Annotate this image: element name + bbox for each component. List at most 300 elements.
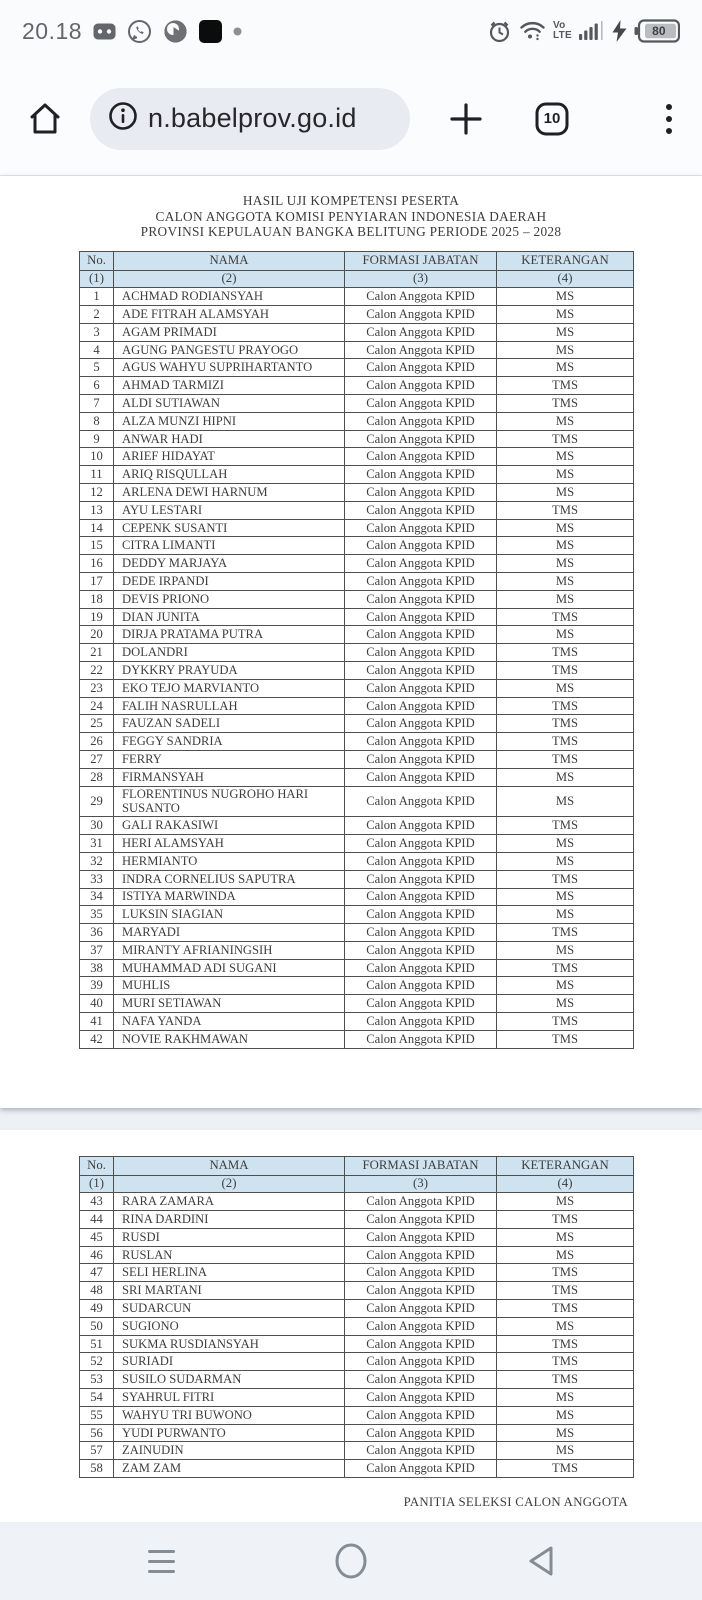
- cell-no: 54: [80, 1388, 114, 1406]
- table-row: [80, 359, 634, 377]
- cell-formasi: Calon Anggota KPID: [345, 977, 497, 995]
- new-tab-button[interactable]: [446, 99, 486, 139]
- table-row: [80, 484, 634, 502]
- cell-keterangan: TMS: [497, 924, 634, 942]
- table-row: [80, 288, 634, 306]
- cell-nama: DEDE IRPANDI: [114, 573, 345, 591]
- tab-switcher-button[interactable]: [534, 101, 570, 137]
- cell-keterangan: MS: [497, 288, 634, 306]
- cell-nama: AGUS WAHYU SUPRIHARTANTO: [114, 359, 345, 377]
- cell-no: 11: [80, 466, 114, 484]
- cell-no: 27: [80, 751, 114, 769]
- cell-no: 56: [80, 1424, 114, 1442]
- cell-nama: DEVIS PRIONO: [114, 590, 345, 608]
- cell-nama: ALZA MUNZI HIPNI: [114, 412, 345, 430]
- cell-formasi: Calon Anggota KPID: [345, 679, 497, 697]
- home-nav-button[interactable]: [329, 1539, 373, 1583]
- cell-formasi: Calon Anggota KPID: [345, 768, 497, 786]
- cell-formasi: Calon Anggota KPID: [345, 995, 497, 1013]
- subheader-3: (3): [345, 270, 497, 288]
- cell-no: 58: [80, 1460, 114, 1478]
- cell-keterangan: TMS: [497, 751, 634, 769]
- table-row: [80, 1460, 634, 1478]
- cell-nama: ADE FITRAH ALAMSYAH: [114, 306, 345, 324]
- cell-nama: LUKSIN SIAGIAN: [114, 906, 345, 924]
- volte-indicator: [553, 21, 572, 41]
- cell-nama: ACHMAD RODIANSYAH: [114, 288, 345, 306]
- cell-formasi: Calon Anggota KPID: [345, 608, 497, 626]
- cell-keterangan: TMS: [497, 1013, 634, 1031]
- cell-no: 14: [80, 519, 114, 537]
- cell-formasi: Calon Anggota KPID: [345, 359, 497, 377]
- table-row: [80, 906, 634, 924]
- url-text: n.babelprov.go.id: [148, 103, 357, 133]
- cell-keterangan: MS: [497, 519, 634, 537]
- cell-formasi: Calon Anggota KPID: [345, 626, 497, 644]
- cell-formasi: Calon Anggota KPID: [345, 519, 497, 537]
- cell-no: 10: [80, 448, 114, 466]
- battery-icon: [634, 19, 680, 43]
- cell-keterangan: TMS: [497, 644, 634, 662]
- cell-nama: MIRANTY AFRIANINGSIH: [114, 941, 345, 959]
- cell-nama: DOLANDRI: [114, 644, 345, 662]
- table-row: [80, 1371, 634, 1389]
- results-table-page-1: [79, 251, 634, 1049]
- table-row: [80, 608, 634, 626]
- cell-no: 5: [80, 359, 114, 377]
- table-row: [80, 768, 634, 786]
- header-no: No.: [80, 251, 114, 270]
- cell-no: 19: [80, 608, 114, 626]
- table-subheader-row: [80, 1175, 634, 1193]
- cell-keterangan: TMS: [497, 733, 634, 751]
- cell-no: 53: [80, 1371, 114, 1389]
- cell-formasi: Calon Anggota KPID: [345, 644, 497, 662]
- home-button[interactable]: [26, 100, 64, 138]
- table-row: [80, 1424, 634, 1442]
- cell-keterangan: MS: [497, 941, 634, 959]
- cell-nama: SUKMA RUSDIANSYAH: [114, 1335, 345, 1353]
- cell-keterangan: MS: [497, 341, 634, 359]
- cell-nama: NOVIE RAKHMAWAN: [114, 1030, 345, 1048]
- cell-nama: DEDDY MARJAYA: [114, 555, 345, 573]
- cell-formasi: Calon Anggota KPID: [345, 377, 497, 395]
- cell-no: 28: [80, 768, 114, 786]
- cell-nama: FALIH NASRULLAH: [114, 697, 345, 715]
- cell-nama: DYKKRY PRAYUDA: [114, 662, 345, 680]
- document-page-2: [0, 1130, 702, 1510]
- cell-formasi: Calon Anggota KPID: [345, 448, 497, 466]
- cell-nama: AHMAD TARMIZI: [114, 377, 345, 395]
- title-line-3: PROVINSI KEPULAUAN BANGKA BELITUNG PERIODE 2025 – 2028: [140, 224, 562, 240]
- cell-formasi: Calon Anggota KPID: [345, 1371, 497, 1389]
- cell-no: 31: [80, 835, 114, 853]
- cell-formasi: Calon Anggota KPID: [345, 959, 497, 977]
- table-row: [80, 555, 634, 573]
- cell-no: 24: [80, 697, 114, 715]
- cell-no: 18: [80, 590, 114, 608]
- wifi-icon: [519, 19, 546, 43]
- cell-keterangan: MS: [497, 1228, 634, 1246]
- cell-no: 6: [80, 377, 114, 395]
- cell-nama: RINA DARDINI: [114, 1210, 345, 1228]
- table-row: [80, 733, 634, 751]
- table-row: [80, 341, 634, 359]
- cell-keterangan: MS: [497, 466, 634, 484]
- title-line-1: HASIL UJI KOMPETENSI PESERTA: [242, 193, 460, 208]
- cell-formasi: Calon Anggota KPID: [345, 786, 497, 817]
- cell-formasi: Calon Anggota KPID: [345, 1282, 497, 1300]
- cell-keterangan: MS: [497, 1388, 634, 1406]
- cell-formasi: Calon Anggota KPID: [345, 555, 497, 573]
- header-keterangan: KETERANGAN: [497, 1156, 634, 1175]
- cell-formasi: Calon Anggota KPID: [345, 412, 497, 430]
- table-header-row: [80, 1156, 634, 1175]
- document-page-1: [0, 176, 702, 1108]
- cell-nama: SUGIONO: [114, 1317, 345, 1335]
- table-row: [80, 590, 634, 608]
- cell-formasi: Calon Anggota KPID: [345, 751, 497, 769]
- cell-nama: WAHYU TRI BUWONO: [114, 1406, 345, 1424]
- cell-no: 4: [80, 341, 114, 359]
- table-row: [80, 395, 634, 413]
- cell-formasi: Calon Anggota KPID: [345, 1210, 497, 1228]
- cell-no: 7: [80, 395, 114, 413]
- cell-nama: SYAHRUL FITRI: [114, 1388, 345, 1406]
- cell-formasi: Calon Anggota KPID: [345, 1353, 497, 1371]
- cell-nama: ZAINUDIN: [114, 1442, 345, 1460]
- cell-nama: AGUNG PANGESTU PRAYOGO: [114, 341, 345, 359]
- subheader-2: (2): [114, 1175, 345, 1193]
- header-no: No.: [80, 1156, 114, 1175]
- cell-keterangan: MS: [497, 679, 634, 697]
- cell-nama: AYU LESTARI: [114, 501, 345, 519]
- cell-nama: DIAN JUNITA: [114, 608, 345, 626]
- cell-no: 17: [80, 573, 114, 591]
- cell-keterangan: MS: [497, 590, 634, 608]
- signal-strength-icon: [579, 21, 605, 41]
- tab-count-label: 10: [543, 110, 561, 127]
- table-row: [80, 448, 634, 466]
- cell-keterangan: MS: [497, 786, 634, 817]
- cell-no: 20: [80, 626, 114, 644]
- cell-formasi: Calon Anggota KPID: [345, 430, 497, 448]
- cell-no: 44: [80, 1210, 114, 1228]
- table-row: [80, 519, 634, 537]
- app-square-notification-icon: [199, 20, 222, 43]
- cell-formasi: Calon Anggota KPID: [345, 501, 497, 519]
- table-row: [80, 995, 634, 1013]
- cell-no: 29: [80, 786, 114, 817]
- cell-nama: ALDI SUTIAWAN: [114, 395, 345, 413]
- cell-no: 32: [80, 852, 114, 870]
- table-row: [80, 573, 634, 591]
- table-row: [80, 697, 634, 715]
- cell-no: 55: [80, 1406, 114, 1424]
- cell-formasi: Calon Anggota KPID: [345, 1317, 497, 1335]
- table-row: [80, 1335, 634, 1353]
- subheader-1: (1): [80, 1175, 114, 1193]
- cell-formasi: Calon Anggota KPID: [345, 466, 497, 484]
- cell-nama: HERI ALAMSYAH: [114, 835, 345, 853]
- table-row: [80, 924, 634, 942]
- cell-keterangan: MS: [497, 537, 634, 555]
- cell-keterangan: TMS: [497, 959, 634, 977]
- header-nama: NAMA: [114, 251, 345, 270]
- cell-formasi: Calon Anggota KPID: [345, 1424, 497, 1442]
- subheader-1: (1): [80, 270, 114, 288]
- gamepad-notification-icon: [93, 23, 116, 40]
- media-player-notification-icon: [163, 19, 188, 44]
- cell-nama: RUSDI: [114, 1228, 345, 1246]
- cell-no: 45: [80, 1228, 114, 1246]
- table-row: [80, 959, 634, 977]
- header-nama: NAMA: [114, 1156, 345, 1175]
- cell-nama: MARYADI: [114, 924, 345, 942]
- cell-formasi: Calon Anggota KPID: [345, 817, 497, 835]
- volte-bottom-label: LTE: [552, 30, 572, 41]
- table-row: [80, 1317, 634, 1335]
- cell-formasi: Calon Anggota KPID: [345, 1030, 497, 1048]
- more-notifications-dot: [233, 27, 242, 36]
- cell-formasi: Calon Anggota KPID: [345, 1228, 497, 1246]
- committee-signature-text: PANITIA SELEKSI CALON ANGGOTA: [403, 1494, 628, 1509]
- cell-nama: SRI MARTANI: [114, 1282, 345, 1300]
- cell-nama: ARIQ RISQULLAH: [114, 466, 345, 484]
- alarm-clock-icon: [487, 19, 512, 44]
- cell-no: 3: [80, 323, 114, 341]
- table-row: [80, 751, 634, 769]
- cell-nama: HERMIANTO: [114, 852, 345, 870]
- browser-menu-button[interactable]: [662, 100, 676, 138]
- cell-no: 51: [80, 1335, 114, 1353]
- cell-no: 22: [80, 662, 114, 680]
- table-row: [80, 888, 634, 906]
- cell-no: 42: [80, 1030, 114, 1048]
- cell-nama: FAUZAN SADELI: [114, 715, 345, 733]
- cell-formasi: Calon Anggota KPID: [345, 835, 497, 853]
- cell-no: 43: [80, 1193, 114, 1211]
- cell-nama: ZAM ZAM: [114, 1460, 345, 1478]
- cell-nama: AGAM PRIMADI: [114, 323, 345, 341]
- volte-top-label: Vo: [552, 20, 566, 31]
- cell-formasi: Calon Anggota KPID: [345, 733, 497, 751]
- cell-nama: SURIADI: [114, 1353, 345, 1371]
- cell-no: 50: [80, 1317, 114, 1335]
- table-row: [80, 1282, 634, 1300]
- header-formasi-jabatan: FORMASI JABATAN: [345, 1156, 497, 1175]
- cell-formasi: Calon Anggota KPID: [345, 1264, 497, 1282]
- cell-formasi: Calon Anggota KPID: [345, 1246, 497, 1264]
- site-info-icon[interactable]: [108, 101, 138, 136]
- table-row: [80, 1264, 634, 1282]
- table-row: [80, 1442, 634, 1460]
- cell-formasi: Calon Anggota KPID: [345, 906, 497, 924]
- table-subheader-row: [80, 270, 634, 288]
- table-row: [80, 1193, 634, 1211]
- table-row: [80, 466, 634, 484]
- cell-nama: MUHLIS: [114, 977, 345, 995]
- cell-no: 34: [80, 888, 114, 906]
- cell-formasi: Calon Anggota KPID: [345, 537, 497, 555]
- cell-formasi: Calon Anggota KPID: [345, 924, 497, 942]
- cell-formasi: Calon Anggota KPID: [345, 306, 497, 324]
- document-title: [0, 193, 702, 240]
- cell-keterangan: MS: [497, 906, 634, 924]
- cell-formasi: Calon Anggota KPID: [345, 1460, 497, 1478]
- cell-keterangan: TMS: [497, 1460, 634, 1478]
- cell-keterangan: MS: [497, 1317, 634, 1335]
- cell-formasi: Calon Anggota KPID: [345, 870, 497, 888]
- cell-nama: YUDI PURWANTO: [114, 1424, 345, 1442]
- cell-keterangan: MS: [497, 995, 634, 1013]
- cell-no: 52: [80, 1353, 114, 1371]
- cell-no: 16: [80, 555, 114, 573]
- recents-lines-icon: [148, 1550, 175, 1573]
- header-keterangan: KETERANGAN: [497, 251, 634, 270]
- cell-nama: SUSILO SUDARMAN: [114, 1371, 345, 1389]
- header-formasi-jabatan: FORMASI JABATAN: [345, 251, 497, 270]
- cell-keterangan: TMS: [497, 1335, 634, 1353]
- cell-nama: ISTIYA MARWINDA: [114, 888, 345, 906]
- address-bar[interactable]: [90, 88, 410, 150]
- cell-formasi: Calon Anggota KPID: [345, 697, 497, 715]
- cell-keterangan: MS: [497, 768, 634, 786]
- cell-no: 57: [80, 1442, 114, 1460]
- table-row: [80, 941, 634, 959]
- cell-nama: FERRY: [114, 751, 345, 769]
- cell-keterangan: TMS: [497, 1264, 634, 1282]
- table-row: [80, 306, 634, 324]
- cell-keterangan: TMS: [497, 377, 634, 395]
- cell-no: 35: [80, 906, 114, 924]
- subheader-3: (3): [345, 1175, 497, 1193]
- browser-toolbar: [0, 62, 702, 176]
- whatsapp-notification-icon: [127, 19, 152, 44]
- subheader-4: (4): [497, 270, 634, 288]
- page-break-gap: [0, 1108, 702, 1130]
- table-row: [80, 817, 634, 835]
- cell-no: 38: [80, 959, 114, 977]
- table-row: [80, 1228, 634, 1246]
- cell-no: 37: [80, 941, 114, 959]
- cell-nama: MUHAMMAD ADI SUGANI: [114, 959, 345, 977]
- cell-keterangan: MS: [497, 1246, 634, 1264]
- cell-formasi: Calon Anggota KPID: [345, 288, 497, 306]
- table-row: [80, 1406, 634, 1424]
- cell-formasi: Calon Anggota KPID: [345, 941, 497, 959]
- cell-nama: MURI SETIAWAN: [114, 995, 345, 1013]
- table-row: [80, 1353, 634, 1371]
- cell-keterangan: TMS: [497, 817, 634, 835]
- table-row: [80, 430, 634, 448]
- cell-nama: ARLENA DEWI HARNUM: [114, 484, 345, 502]
- cell-no: 25: [80, 715, 114, 733]
- cell-keterangan: TMS: [497, 1282, 634, 1300]
- back-triangle-icon: [526, 1544, 556, 1578]
- cell-keterangan: TMS: [497, 395, 634, 413]
- cell-no: 8: [80, 412, 114, 430]
- cell-nama: SELI HERLINA: [114, 1264, 345, 1282]
- table-row: [80, 977, 634, 995]
- cell-nama: INDRA CORNELIUS SAPUTRA: [114, 870, 345, 888]
- table-row: [80, 1246, 634, 1264]
- cell-formasi: Calon Anggota KPID: [345, 395, 497, 413]
- cell-keterangan: TMS: [497, 1299, 634, 1317]
- cell-keterangan: TMS: [497, 608, 634, 626]
- cell-keterangan: MS: [497, 1424, 634, 1442]
- cell-keterangan: MS: [497, 573, 634, 591]
- cell-keterangan: MS: [497, 835, 634, 853]
- cell-keterangan: MS: [497, 852, 634, 870]
- table-header-row: [80, 251, 634, 270]
- home-circle-icon: [334, 1542, 368, 1580]
- cell-no: 33: [80, 870, 114, 888]
- cell-no: 26: [80, 733, 114, 751]
- table-row: [80, 412, 634, 430]
- cell-formasi: Calon Anggota KPID: [345, 590, 497, 608]
- table-row: [80, 644, 634, 662]
- table-row: [80, 323, 634, 341]
- cell-no: 23: [80, 679, 114, 697]
- back-button[interactable]: [519, 1539, 563, 1583]
- battery-percent-label: 80: [652, 24, 666, 38]
- cell-nama: RUSLAN: [114, 1246, 345, 1264]
- table-row: [80, 537, 634, 555]
- cell-keterangan: MS: [497, 323, 634, 341]
- cell-formasi: Calon Anggota KPID: [345, 852, 497, 870]
- recents-button[interactable]: [139, 1539, 183, 1583]
- cell-keterangan: MS: [497, 977, 634, 995]
- table-row: [80, 835, 634, 853]
- results-table-page-2: [79, 1156, 634, 1478]
- cell-no: 46: [80, 1246, 114, 1264]
- cell-no: 12: [80, 484, 114, 502]
- table-row: [80, 1388, 634, 1406]
- cell-keterangan: MS: [497, 888, 634, 906]
- table-row: [80, 662, 634, 680]
- cell-no: 9: [80, 430, 114, 448]
- table-row: [80, 852, 634, 870]
- cell-keterangan: MS: [497, 359, 634, 377]
- cell-nama: ARIEF HIDAYAT: [114, 448, 345, 466]
- clock-time: 20.18: [22, 17, 83, 44]
- cell-keterangan: MS: [497, 306, 634, 324]
- cell-keterangan: MS: [497, 484, 634, 502]
- cell-nama: RARA ZAMARA: [114, 1193, 345, 1211]
- cell-formasi: Calon Anggota KPID: [345, 1442, 497, 1460]
- status-bar: [0, 0, 702, 62]
- cell-no: 15: [80, 537, 114, 555]
- cell-keterangan: TMS: [497, 430, 634, 448]
- cell-formasi: Calon Anggota KPID: [345, 1299, 497, 1317]
- cell-formasi: Calon Anggota KPID: [345, 1193, 497, 1211]
- cell-no: 30: [80, 817, 114, 835]
- cell-no: 1: [80, 288, 114, 306]
- table-row: [80, 501, 634, 519]
- cell-formasi: Calon Anggota KPID: [345, 573, 497, 591]
- table-row: [80, 715, 634, 733]
- cell-no: 36: [80, 924, 114, 942]
- table-row: [80, 1013, 634, 1031]
- table-row: [80, 1210, 634, 1228]
- cell-formasi: Calon Anggota KPID: [345, 484, 497, 502]
- cell-keterangan: TMS: [497, 1371, 634, 1389]
- table-row: [80, 626, 634, 644]
- cell-keterangan: MS: [497, 1406, 634, 1424]
- cell-no: 2: [80, 306, 114, 324]
- table-row: [80, 1030, 634, 1048]
